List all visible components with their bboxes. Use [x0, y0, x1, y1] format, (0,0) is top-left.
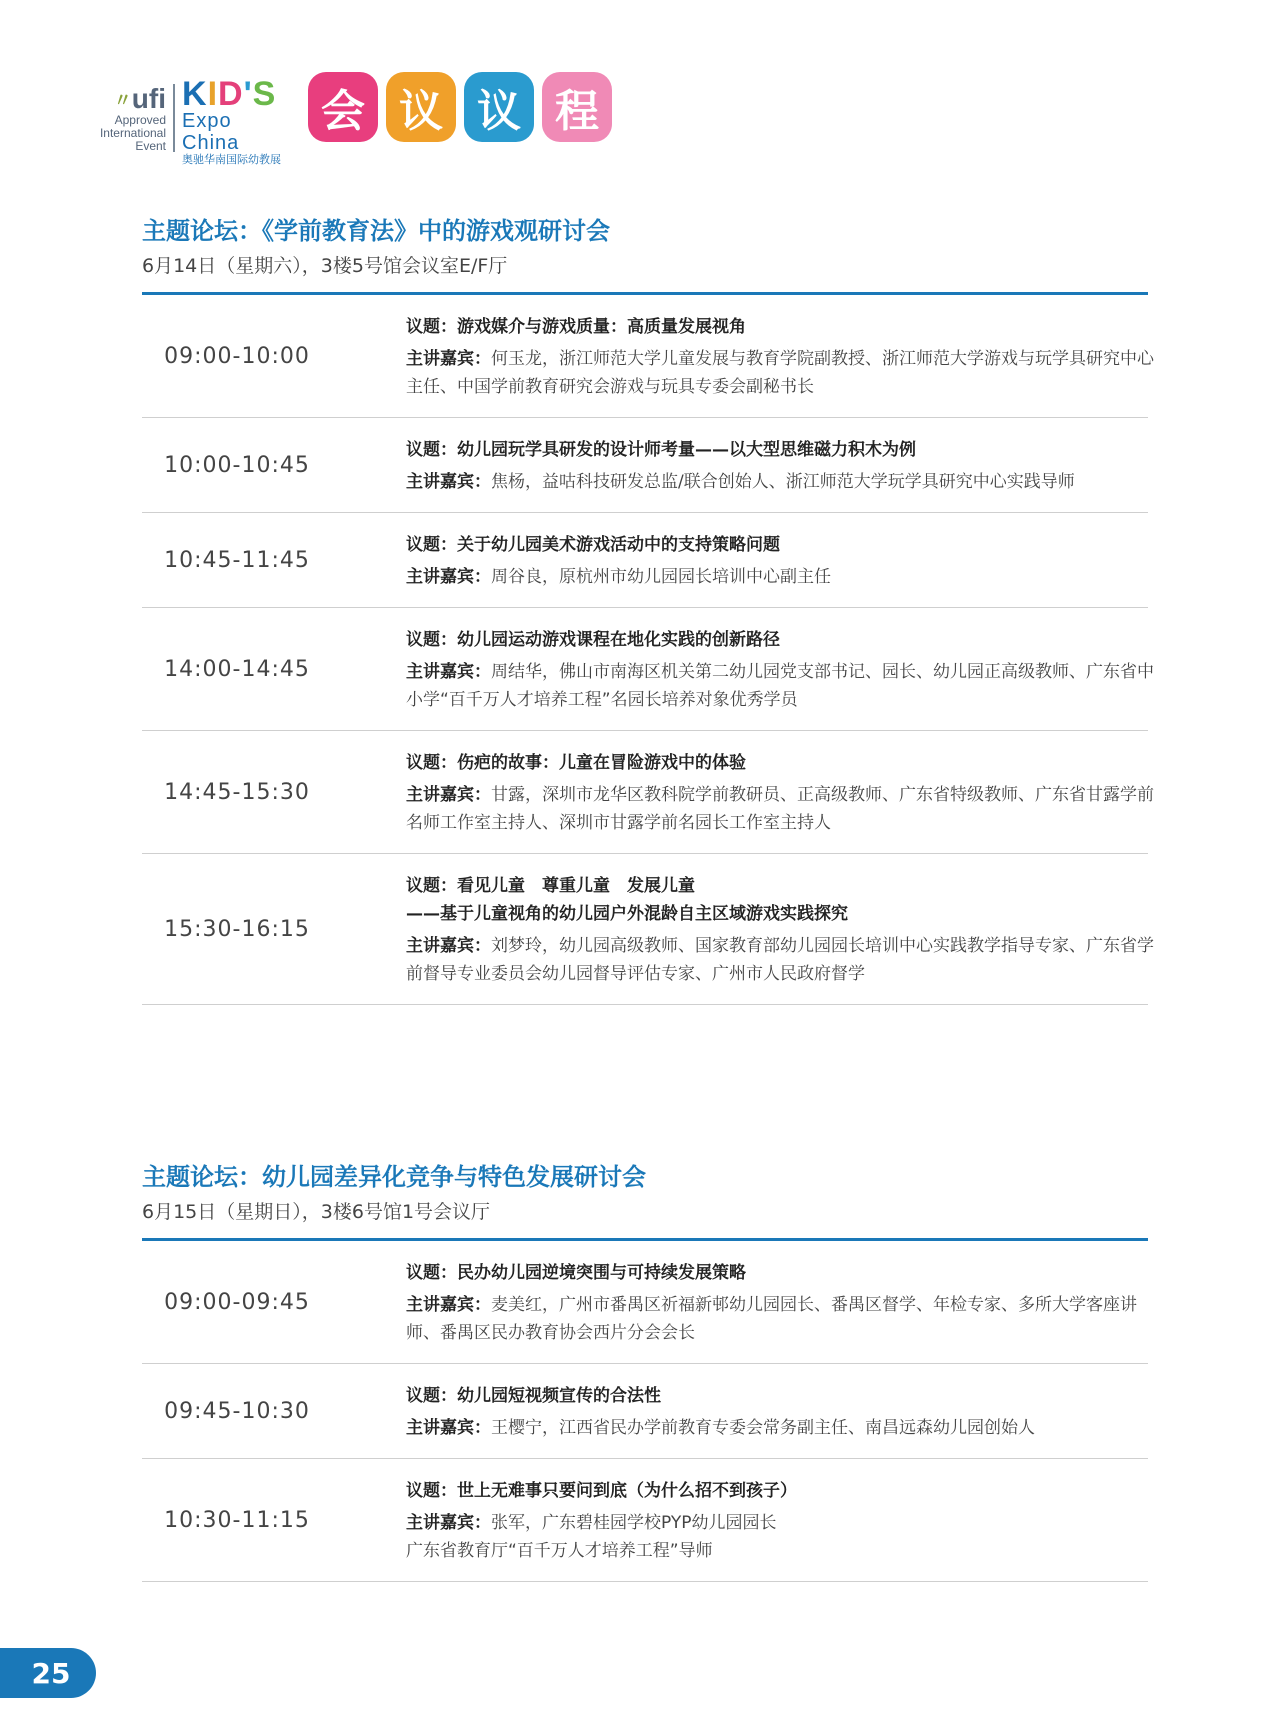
badge-yi-2: 议 [464, 72, 534, 142]
ufi-logo-mark: ufi [131, 83, 166, 114]
agenda-row [142, 513, 1148, 608]
agenda-speaker: 主讲嘉宾：何玉龙，浙江师范大学儿童发展与教育学院副教授、浙江师范大学游戏与玩学具研究中心主任、中国学前教育研究会游戏与玩具专委会副秘书长 [406, 349, 1154, 397]
kids-expo-logo [182, 75, 294, 167]
agenda-time: 15:30-16:15 [164, 916, 310, 942]
agenda-topic: 议题：关于幼儿园美术游戏活动中的支持策略问题 [406, 535, 780, 555]
section-title: 主题论坛：《学前教育法》中的游戏观研讨会 [142, 217, 610, 245]
agenda-row [142, 295, 1154, 418]
agenda-time: 10:30-11:15 [164, 1507, 310, 1533]
forum-section-2 [142, 1160, 1148, 1582]
badge-yi-1: 议 [386, 72, 456, 142]
agenda-topic: 议题：游戏媒介与游戏质量：高质量发展视角 [406, 317, 746, 337]
agenda-speaker: 主讲嘉宾：麦美红，广州市番禺区祈福新邨幼儿园园长、番禺区督学、年检专家、多所大学客座讲师、番禺区民办教育协会西片分会会长 [406, 1295, 1137, 1343]
agenda-row [142, 1241, 1148, 1364]
agenda-speaker: 主讲嘉宾：王樱宁，江西省民办学前教育专委会常务副主任、南昌远森幼儿园创始人 [406, 1418, 1035, 1438]
agenda-time: 09:45-10:30 [164, 1398, 310, 1424]
agenda-row [142, 731, 1154, 854]
agenda-topic: 议题：世上无难事只要问到底（为什么招不到孩子） [406, 1481, 797, 1501]
kids-logo-expo: Expo China [182, 110, 240, 154]
page-header [84, 72, 784, 166]
agenda-row [142, 608, 1154, 731]
agenda-topic: 议题：民办幼儿园逆境突围与可持续发展策略 [406, 1263, 746, 1283]
page-number: 25 [0, 1648, 96, 1698]
agenda-speaker: 主讲嘉宾：焦杨，益咕科技研发总监/联合创始人、浙江师范大学玩学具研究中心实践导师 [406, 472, 1075, 492]
agenda-speaker: 主讲嘉宾：张军，广东碧桂园学校PYP幼儿园园长 [406, 1513, 777, 1533]
agenda-topic: 议题：看见儿童 尊重儿童 发展儿童 [406, 876, 695, 896]
swoosh-icon: 〃 [113, 90, 132, 111]
agenda-topic: 议题：幼儿园运动游戏课程在地化实践的创新路径 [406, 630, 780, 650]
agenda-title-badges [308, 72, 612, 144]
agenda-topic: 议题：伤疤的故事：儿童在冒险游戏中的体验 [406, 753, 746, 773]
agenda-time: 10:00-10:45 [164, 452, 310, 478]
agenda-row [142, 1364, 1148, 1459]
ufi-line-3: Event [135, 138, 166, 153]
ufi-line-2: International [99, 125, 166, 140]
kids-logo-cn: 奥驰华南国际幼教展 [182, 154, 281, 166]
agenda-topic: 议题：幼儿园玩学具研发的设计师考量——以大型思维磁力积木为例 [406, 440, 916, 460]
agenda-speaker: 主讲嘉宾：周结华，佛山市南海区机关第二幼儿园党支部书记、园长、幼儿园正高级教师、广东省中小学“百千万人才培养工程”名园长培养对象优秀学员 [406, 662, 1154, 710]
kids-logo-word: KID'S [182, 75, 277, 113]
badge-hui: 会 [308, 72, 378, 142]
ufi-logo [84, 83, 166, 153]
section-subtitle: 6月14日（星期六），3楼5号馆会议室E/F厅 [142, 255, 508, 277]
agenda-topic: 议题：幼儿园短视频宣传的合法性 [406, 1386, 661, 1406]
agenda-time: 10:45-11:45 [164, 547, 310, 573]
logo-divider [173, 84, 175, 152]
agenda-time: 09:00-10:00 [164, 343, 310, 369]
agenda-time: 14:00-14:45 [164, 656, 310, 682]
badge-cheng: 程 [542, 72, 612, 142]
agenda-speaker: 主讲嘉宾：刘梦玲，幼儿园高级教师、国家教育部幼儿园园长培训中心实践教学指导专家、广东省学前督导专业委员会幼儿园督导评估专家、广州市人民政府督学 [406, 936, 1154, 984]
agenda-speaker-line2: 广东省教育厅“百千万人才培养工程”导师 [406, 1541, 713, 1561]
agenda-row [142, 854, 1154, 1005]
agenda-row [142, 1459, 1148, 1582]
agenda-time: 09:00-09:45 [164, 1289, 310, 1315]
agenda-row [142, 418, 1148, 513]
forum-section-1 [142, 214, 1154, 1005]
agenda-topic-line2: ——基于儿童视角的幼儿园户外混龄自主区域游戏实践探究 [406, 904, 848, 924]
agenda-speaker: 主讲嘉宾：甘露，深圳市龙华区教科院学前教研员、正高级教师、广东省特级教师、广东省甘露学前名师工作室主持人、深圳市甘露学前名园长工作室主持人 [406, 785, 1154, 833]
agenda-time: 14:45-15:30 [164, 779, 310, 805]
agenda-speaker: 主讲嘉宾：周谷良，原杭州市幼儿园园长培训中心副主任 [406, 567, 831, 587]
section-subtitle: 6月15日（星期日），3楼6号馆1号会议厅 [142, 1201, 491, 1223]
section-title: 主题论坛：幼儿园差异化竞争与特色发展研讨会 [142, 1163, 646, 1191]
ufi-line-1: Approved [114, 112, 166, 127]
